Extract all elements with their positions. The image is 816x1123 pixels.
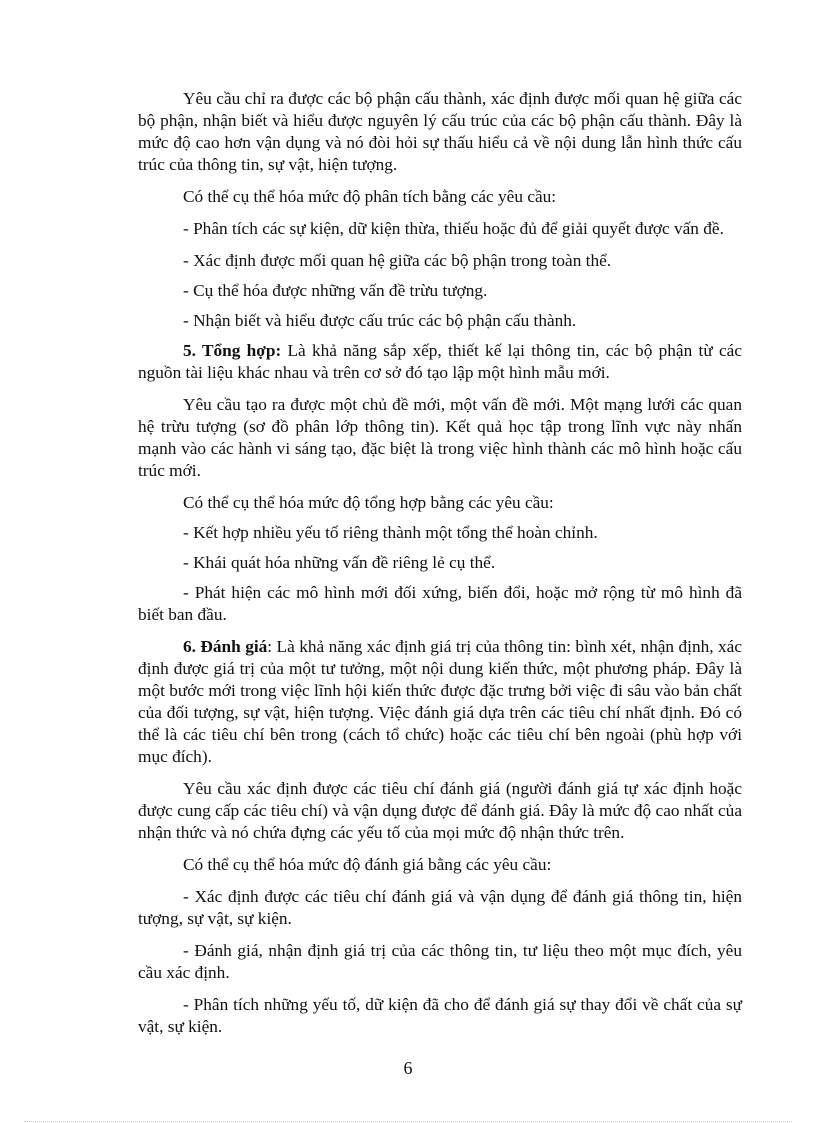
page-edge-divider [24, 1121, 792, 1122]
bullet-item: - Đánh giá, nhận định giá trị của các thông tin, tư liệu theo một mục đích, yêu cầu xác định. [138, 941, 742, 982]
paragraph: Có thể cụ thể hóa mức độ phân tích bằng các yêu cầu: [183, 187, 557, 206]
section-6-danh-gia: 6. Đánh giá: Là khả năng xác định giá trị của thông tin: bình xét, nhận định, xác định được giá trị của một tư tưởng, một nội dung kiến thức, một phương pháp. Đây là một bước mới trong việc lĩnh hội kiến thức được đặc trưng bởi việc đi sâu vào bản chất của đối tượng, sự vật, hiện tượng. Việc đánh giá dựa trên các tiêu chí nhất định. Đó có thể là các tiêu chí bên trong (cách tổ chức) hoặc các tiêu chí bên ngoài (phù hợp với mục đích). [138, 637, 742, 766]
page-number: 6 [403, 1058, 413, 1078]
bullet-item: - Phân tích các sự kiện, dữ kiện thừa, thiếu hoặc đủ để giải quyết được vấn đề. [183, 219, 724, 238]
paragraph: Có thể cụ thể hóa mức độ đánh giá bằng các yêu cầu: [183, 855, 552, 874]
document-body [138, 88, 742, 1048]
bullet-item: - Xác định được các tiêu chí đánh giá và vận dụng để đánh giá thông tin, hiện tượng, sự vật, sự kiện. [138, 887, 742, 928]
paragraph: Có thể cụ thể hóa mức độ tổng hợp bằng các yêu cầu: [183, 493, 554, 512]
bullet-item: - Phân tích những yếu tố, dữ kiện đã cho để đánh giá sự thay đổi về chất của sự vật, sự kiện. [138, 995, 742, 1036]
section-5-tong-hop: 5. Tổng hợp: Là khả năng sắp xếp, thiết kế lại thông tin, các bộ phận từ các nguồn tài liệu khác nhau và trên cơ sở đó tạo lập một hình mẫu mới. [138, 341, 742, 382]
bullet-item: - Cụ thể hóa được những vấn đề trừu tượng. [183, 281, 488, 300]
paragraph: Yêu cầu chỉ ra được các bộ phận cấu thành, xác định được mối quan hệ giữa các bộ phận, nhận biết và hiểu được nguyên lý cấu trúc của các bộ phận cấu thành. Đây là mức độ cao hơn vận dụng và nó đòi hỏi sự thấu hiểu cả về nội dung lẫn hình thức cấu trúc của thông tin, sự vật, hiện tượng. [138, 89, 742, 174]
bullet-item: - Xác định được mối quan hệ giữa các bộ phận trong toàn thể. [183, 251, 612, 270]
bullet-item: - Kết hợp nhiều yếu tố riêng thành một tổng thể hoàn chỉnh. [183, 523, 598, 542]
bullet-item: - Nhận biết và hiểu được cấu trúc các bộ phận cấu thành. [183, 311, 577, 330]
section-heading: 6. Đánh giá [183, 637, 268, 656]
paragraph: Yêu cầu tạo ra được một chủ đề mới, một vấn đề mới. Một mạng lưới các quan hệ trừu tượng (sơ đồ phân lớp thông tin). Kết quả học tập trong lĩnh vực này nhấn mạnh vào các hành vi sáng tạo, đặc biệt là trong việc hình thành các mô hình hoặc cấu trúc mới. [138, 395, 742, 480]
paragraph: Yêu cầu xác định được các tiêu chí đánh giá (người đánh giá tự xác định hoặc được cung cấp các tiêu chí) và vận dụng được để đánh giá. Đây là mức độ cao nhất của nhận thức và nó chứa đựng các yếu tố của mọi mức độ nhận thức trên. [138, 779, 742, 842]
bullet-item: - Khái quát hóa những vấn đề riêng lẻ cụ thể. [183, 553, 496, 572]
section-heading: 5. Tổng hợp: [183, 341, 282, 360]
bullet-item: - Phát hiện các mô hình mới đối xứng, biến đổi, hoặc mở rộng từ mô hình đã biết ban đầu. [138, 583, 742, 624]
